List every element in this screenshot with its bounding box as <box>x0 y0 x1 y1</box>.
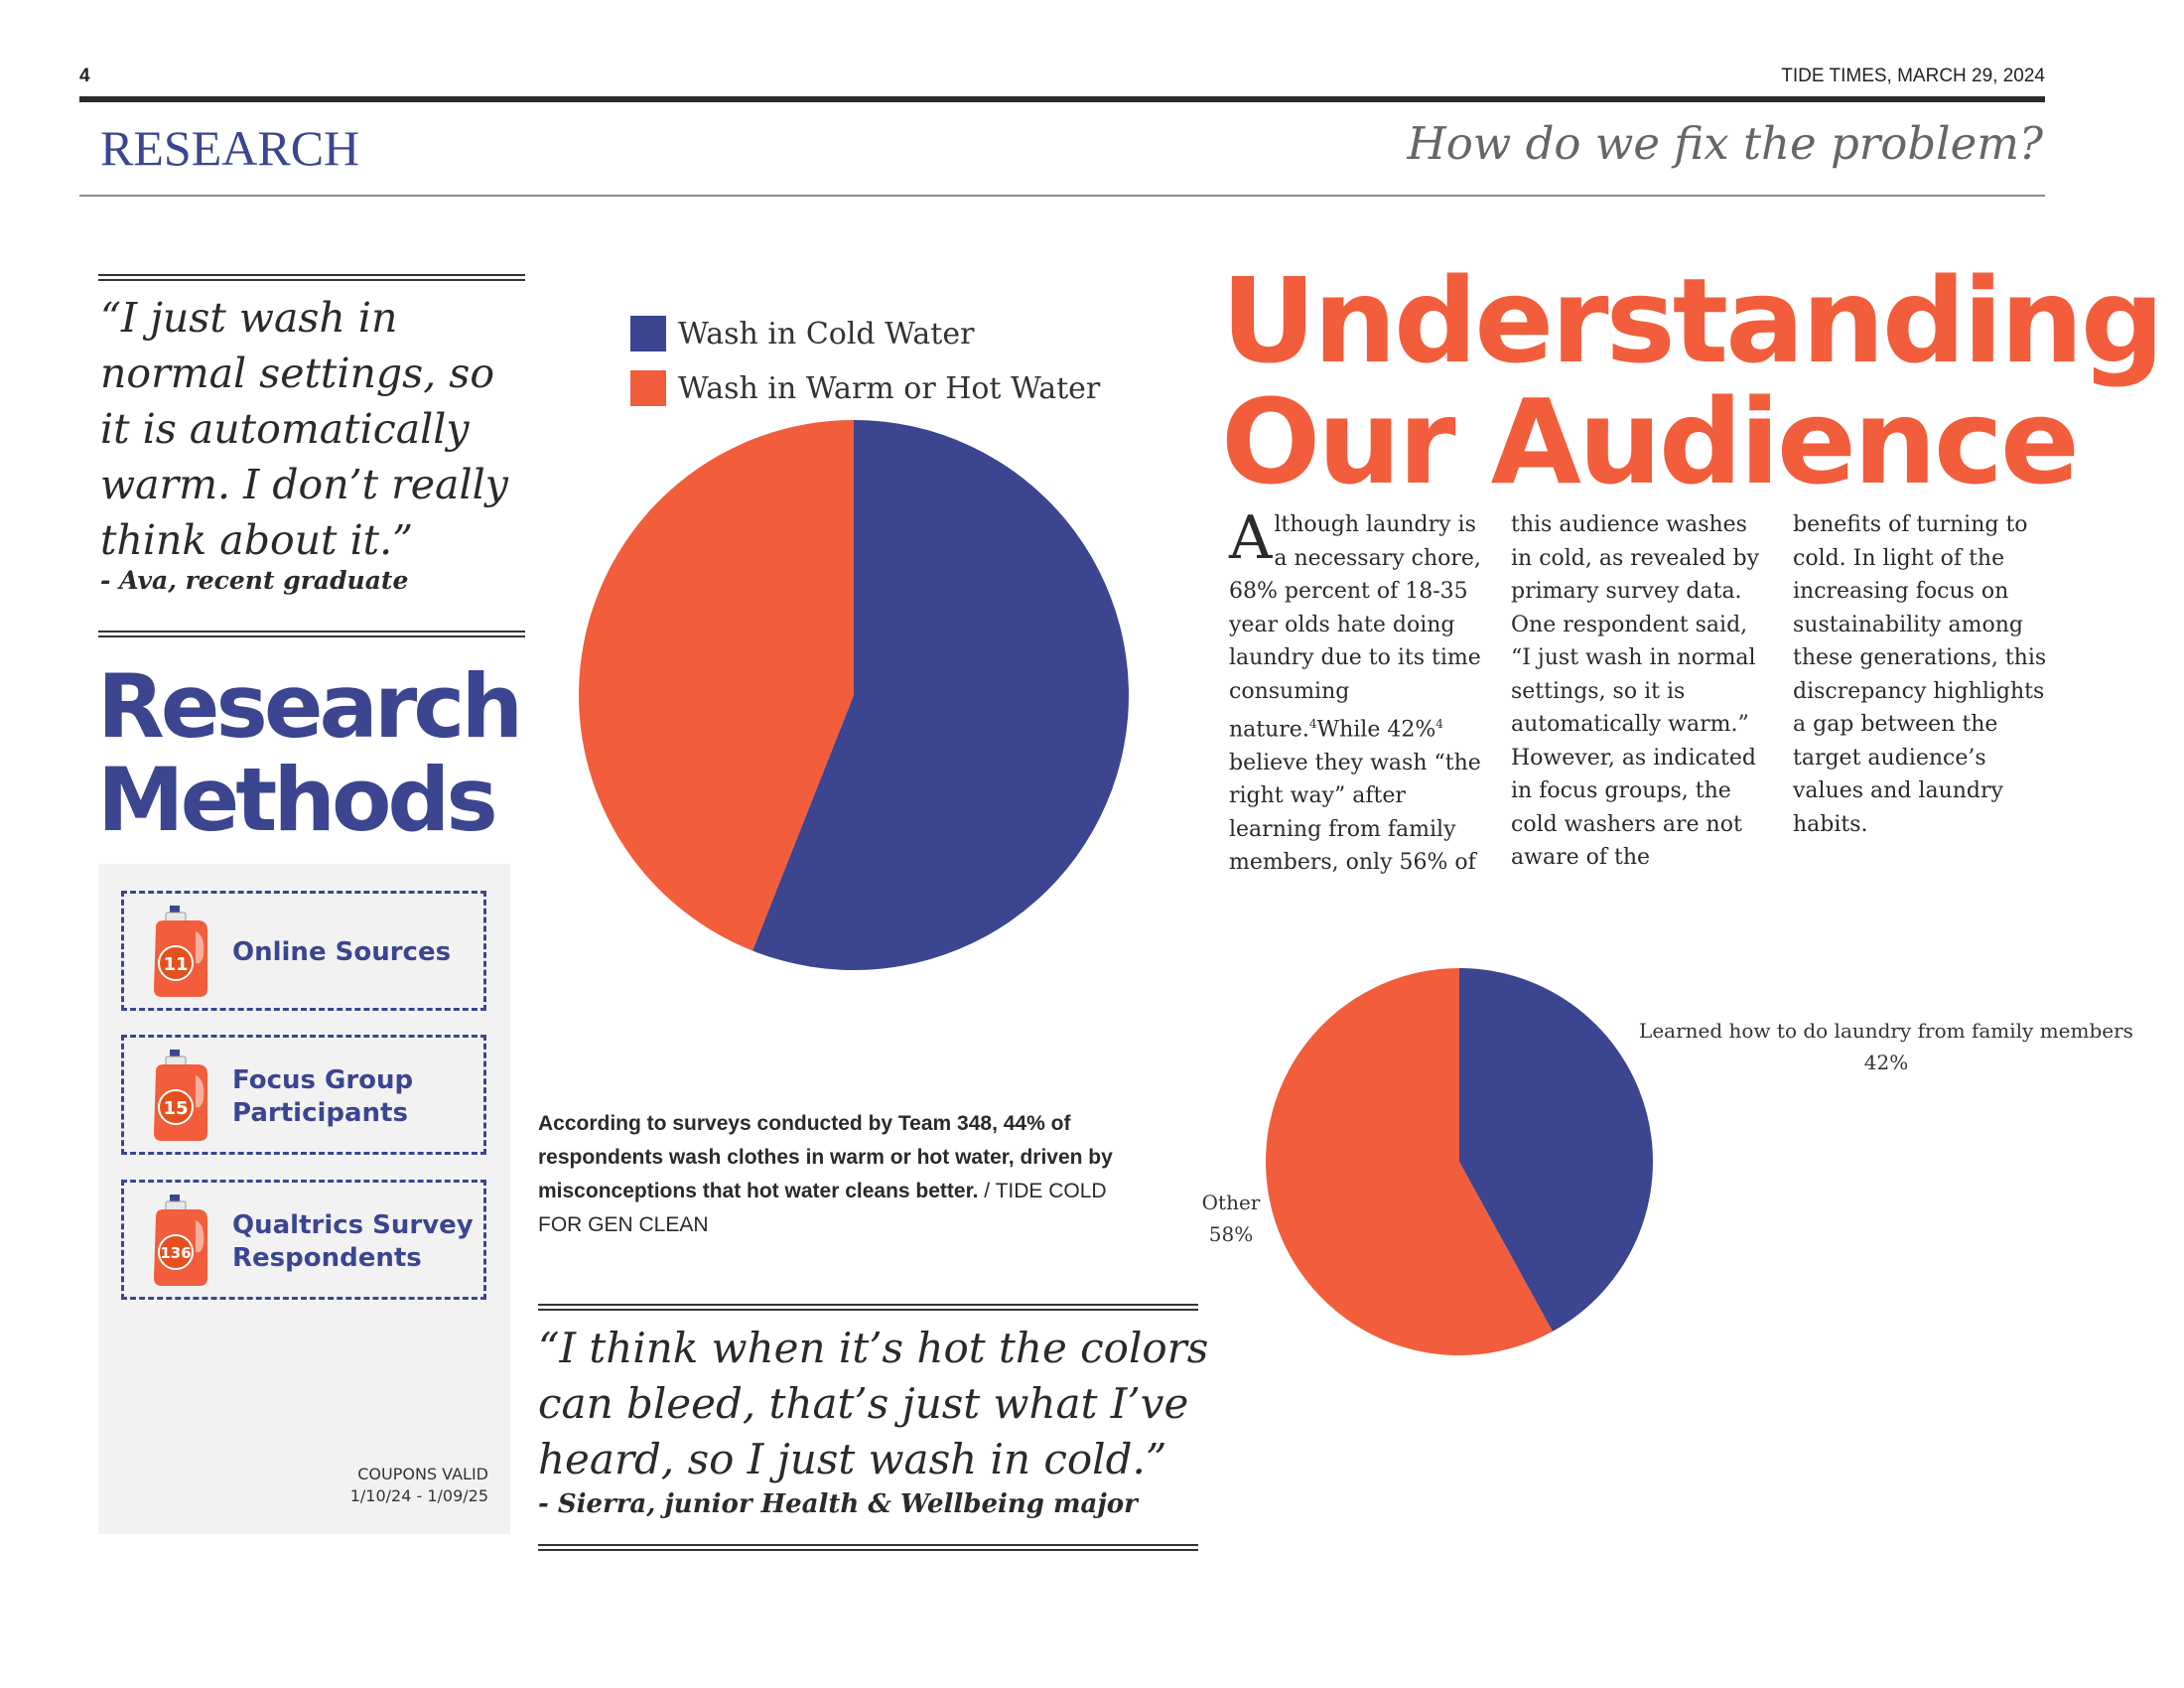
pull-quote-2: “I think when it’s hot the colors can bleed, that’s just what I’ve heard, so I just wash in cold.” <box>538 1324 1209 1483</box>
method-card-online-sources <box>121 891 486 1011</box>
legend-item-cold <box>630 316 1100 352</box>
article-column-2: this audience washes in cold, as revealed by primary survey data. One respondent said, “I just wash in normal settings, so it is automatically warm.” However, as indicated in focus groups, the cold washers are not aware of the <box>1511 512 1760 870</box>
header-divider <box>79 195 2045 197</box>
pie2-label-family-text: Learned how to do laundry from family members <box>1639 1019 2133 1043</box>
tagline: How do we fix the problem? <box>1407 117 2043 170</box>
section-title: RESEARCH <box>100 120 360 176</box>
legend-item-warm <box>630 370 1100 406</box>
article-headline <box>1221 252 2162 510</box>
method-card-qualtrics <box>121 1180 486 1300</box>
coupon-line2: 1/10/24 - 1/09/25 <box>349 1486 488 1505</box>
pull-quote-2-attribution: - Sierra, junior Health & Wellbeing major <box>538 1489 1138 1519</box>
quote2-bottom-rule <box>538 1544 1198 1551</box>
method-count: 136 <box>160 1244 192 1262</box>
quote1-top-rule <box>98 274 525 281</box>
method-label <box>232 1064 413 1130</box>
quote1-bottom-rule <box>98 631 525 637</box>
pie2-label-other-value: 58% <box>1208 1222 1254 1246</box>
quote2-top-rule <box>538 1304 1198 1311</box>
research-methods-title <box>97 655 520 851</box>
method-label-line2: Participants <box>232 1098 408 1128</box>
drop-cap: A <box>1229 503 1273 573</box>
headline-line2: Our Audience <box>1221 373 2077 510</box>
pull-quote-1-attribution: - Ava, recent graduate <box>100 566 409 595</box>
pie2-label-other-text: Other <box>1201 1191 1261 1214</box>
page-number: 4 <box>79 66 90 86</box>
method-label: Online Sources <box>232 937 452 967</box>
pie2-label-family-value: 42% <box>1863 1051 1909 1074</box>
research-methods-title-line2: Methods <box>97 749 494 851</box>
legend-label-cold: Wash in Cold Water <box>678 316 975 352</box>
article-column-3: benefits of turning to cold. In light of the increasing focus on sustainability among these generations, this discrepancy highlights a gap between the target audience’s values and laundry habits. <box>1793 512 2047 837</box>
caption-credit: / TIDE COLD FOR GEN CLEAN <box>538 1180 1107 1236</box>
method-card-focus-group <box>121 1035 486 1155</box>
method-label-line2: Respondents <box>232 1243 422 1273</box>
coupon-validity <box>298 1464 488 1507</box>
method-label-line1: Qualtrics Survey <box>232 1210 474 1240</box>
footnote-marker: 4 <box>1308 717 1317 731</box>
column-1-text-a: lthough laundry is a necessary chore, 68% percent of 18-35 year olds hate doing laundry due to its time consuming nature. <box>1229 512 1481 743</box>
footnote-marker: 4 <box>1435 717 1443 731</box>
pie2-label-other <box>1186 1187 1276 1250</box>
column-1-text-b: While 42% <box>1316 717 1436 743</box>
detergent-bottle-icon <box>150 906 211 999</box>
column-1-text-c: believe they wash “the right way” after learning from family members, only 56% of <box>1229 750 1481 876</box>
masthead-date: TIDE TIMES, MARCH 29, 2024 <box>1781 66 2045 86</box>
legend-swatch-warm <box>630 370 666 406</box>
research-methods-title-line1: Research <box>97 655 520 758</box>
legend-swatch-cold <box>630 316 666 352</box>
headline-line1: Understanding <box>1221 252 2162 389</box>
pull-quote-1: “I just wash in normal settings, so it is automatically warm. I don’t really think about it.” <box>100 294 508 564</box>
legend-label-warm: Wash in Warm or Hot Water <box>678 370 1101 406</box>
method-label <box>232 1209 474 1275</box>
detergent-bottle-icon <box>150 1050 211 1143</box>
method-label-line1: Focus Group <box>232 1065 414 1095</box>
pie1-legend <box>630 316 1100 406</box>
method-count: 11 <box>163 954 189 975</box>
header-rule <box>79 96 2045 102</box>
pie-chart-laundry-learning <box>1256 958 1663 1365</box>
caption-text: According to surveys conducted by Team 348, 44% of respondents wash clothes in warm or hot water, driven by misconceptions that hot water cleans better. <box>538 1112 1113 1202</box>
method-count: 15 <box>163 1098 189 1119</box>
article-column-1 <box>1229 503 1487 880</box>
pie2-label-family <box>1638 1015 2134 1078</box>
pie-chart-wash-temperature <box>576 417 1132 973</box>
detergent-bottle-icon <box>150 1195 211 1288</box>
chart-caption <box>538 1107 1134 1242</box>
coupon-line1: COUPONS VALID <box>357 1465 488 1483</box>
